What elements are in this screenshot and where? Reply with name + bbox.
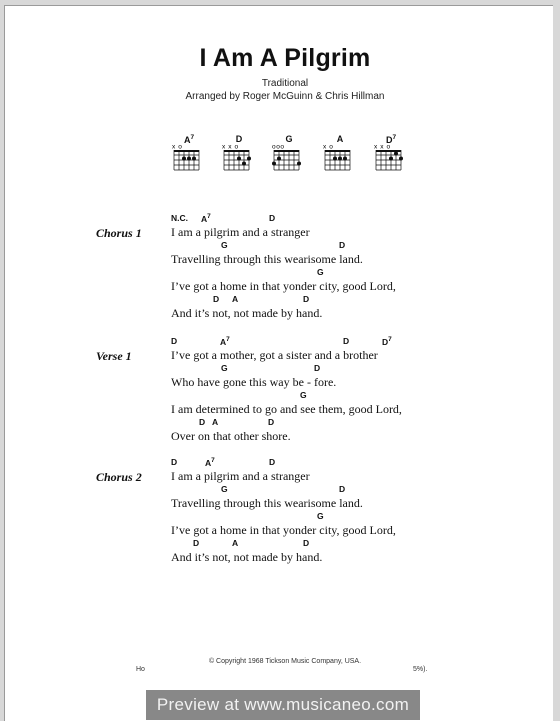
lyric-line: I’ve got a home in that yonder city, good Lord,	[171, 523, 396, 537]
chord-symbol: D	[343, 336, 350, 346]
chord-symbol: N.C.	[171, 213, 188, 223]
footer-right-fragment: 5%).	[413, 666, 428, 673]
chord-symbol: D	[193, 538, 200, 548]
chord-symbol: D	[171, 457, 178, 467]
finger-dot	[297, 162, 301, 166]
finger-dot	[187, 157, 191, 161]
finger-dot	[192, 157, 196, 161]
chord-symbol: $A^7$	[205, 457, 215, 468]
chord-grid	[371, 142, 411, 172]
lyric-line: I’ve got a mother, got a sister and a brother	[171, 348, 378, 362]
open-muted-markers: x x o	[222, 143, 239, 151]
chord-symbol: D	[314, 363, 321, 373]
song-title: I Am A Pilgrim	[199, 44, 371, 72]
finger-dot	[343, 157, 347, 161]
lyric-line: Over on that other shore.	[171, 429, 291, 443]
chord-symbol: D	[171, 336, 178, 346]
chord-grid	[219, 142, 259, 172]
open-muted-markers: x x o	[374, 143, 391, 151]
chord-diagram-name: $D^7$	[385, 134, 397, 145]
chord-symbol: D	[339, 240, 346, 250]
nut	[325, 150, 350, 152]
preview-watermark-banner[interactable]: Preview at www.musicaneo.com	[146, 690, 420, 720]
lyric-line: Travelling through this wearisome land.	[171, 252, 363, 266]
finger-dot	[182, 157, 186, 161]
arranger-credit: Arranged by Roger McGuinn & Chris Hillman	[185, 91, 385, 102]
lyric-line: Who have gone this way be - fore.	[171, 375, 337, 389]
chord-grid	[320, 142, 360, 172]
open-muted-markers: ooo	[272, 143, 285, 151]
finger-dot	[242, 162, 246, 166]
finger-dot	[399, 157, 403, 161]
lyric-line: And it’s not, not made by hand.	[171, 306, 323, 320]
chord-symbol: G	[317, 267, 324, 277]
chord-diagram-name: G	[285, 134, 293, 144]
chord-symbol: G	[317, 511, 324, 521]
chord-symbol: D	[303, 538, 310, 548]
lyric-line: And it’s not, not made by hand.	[171, 550, 323, 564]
chord-symbol: A	[232, 294, 239, 304]
finger-dot	[333, 157, 337, 161]
copyright-notice: © Copyright 1968 Tickson Music Company, USA.	[208, 658, 362, 665]
chord-symbol: D	[303, 294, 310, 304]
chord-symbol: $A^7$	[201, 213, 211, 224]
chord-grid	[269, 142, 309, 172]
chord-symbol: $D^7$	[382, 336, 392, 347]
chord-symbol: D	[199, 417, 206, 427]
lyric-line: I am a pilgrim and a stranger	[171, 225, 310, 239]
open-muted-markers: x o	[323, 143, 334, 151]
chord-symbol: $A^7$	[220, 336, 230, 347]
chord-diagram	[269, 134, 309, 172]
section-label: Verse 1	[96, 349, 132, 363]
chord-symbol: G	[221, 484, 228, 494]
nut	[274, 150, 299, 152]
chord-symbol: D	[268, 417, 275, 427]
section-label: Chorus 1	[96, 226, 142, 240]
finger-dot	[272, 162, 276, 166]
lyric-line: I’ve got a home in that yonder city, good Lord,	[171, 279, 396, 293]
lyric-line: I am determined to go and see them, good Lord,	[171, 402, 402, 416]
traditional-credit: Traditional	[261, 78, 309, 89]
chord-symbol: G	[300, 390, 307, 400]
lyric-line: Travelling through this wearisome land.	[171, 496, 363, 510]
chord-diagram-name: $A^7$	[183, 134, 195, 145]
chord-diagram	[320, 134, 360, 172]
open-muted-markers: x o	[172, 143, 183, 151]
sheet-page	[4, 5, 553, 721]
finger-dot	[389, 157, 393, 161]
chord-symbol: A	[212, 417, 219, 427]
chord-grid	[169, 142, 209, 172]
chord-diagram	[219, 134, 259, 172]
chord-symbol: D	[269, 457, 276, 467]
chord-symbol: D	[269, 213, 276, 223]
chord-symbol: D	[213, 294, 220, 304]
chord-diagram	[371, 134, 411, 172]
footer-left-fragment: Ho	[136, 666, 145, 673]
finger-dot	[237, 157, 241, 161]
chord-symbol: A	[232, 538, 239, 548]
chord-diagram-name: A	[336, 134, 344, 144]
section-label: Chorus 2	[96, 470, 142, 484]
lyric-line: I am a pilgrim and a stranger	[171, 469, 310, 483]
nut	[224, 150, 249, 152]
finger-dot	[247, 157, 251, 161]
chord-diagram-name: D	[235, 134, 243, 144]
chord-symbol: G	[221, 363, 228, 373]
chord-symbol: G	[221, 240, 228, 250]
finger-dot	[394, 152, 398, 156]
finger-dot	[277, 157, 281, 161]
chord-diagram	[169, 134, 209, 172]
finger-dot	[338, 157, 342, 161]
nut	[174, 150, 199, 152]
nut	[376, 150, 401, 152]
chord-symbol: D	[339, 484, 346, 494]
